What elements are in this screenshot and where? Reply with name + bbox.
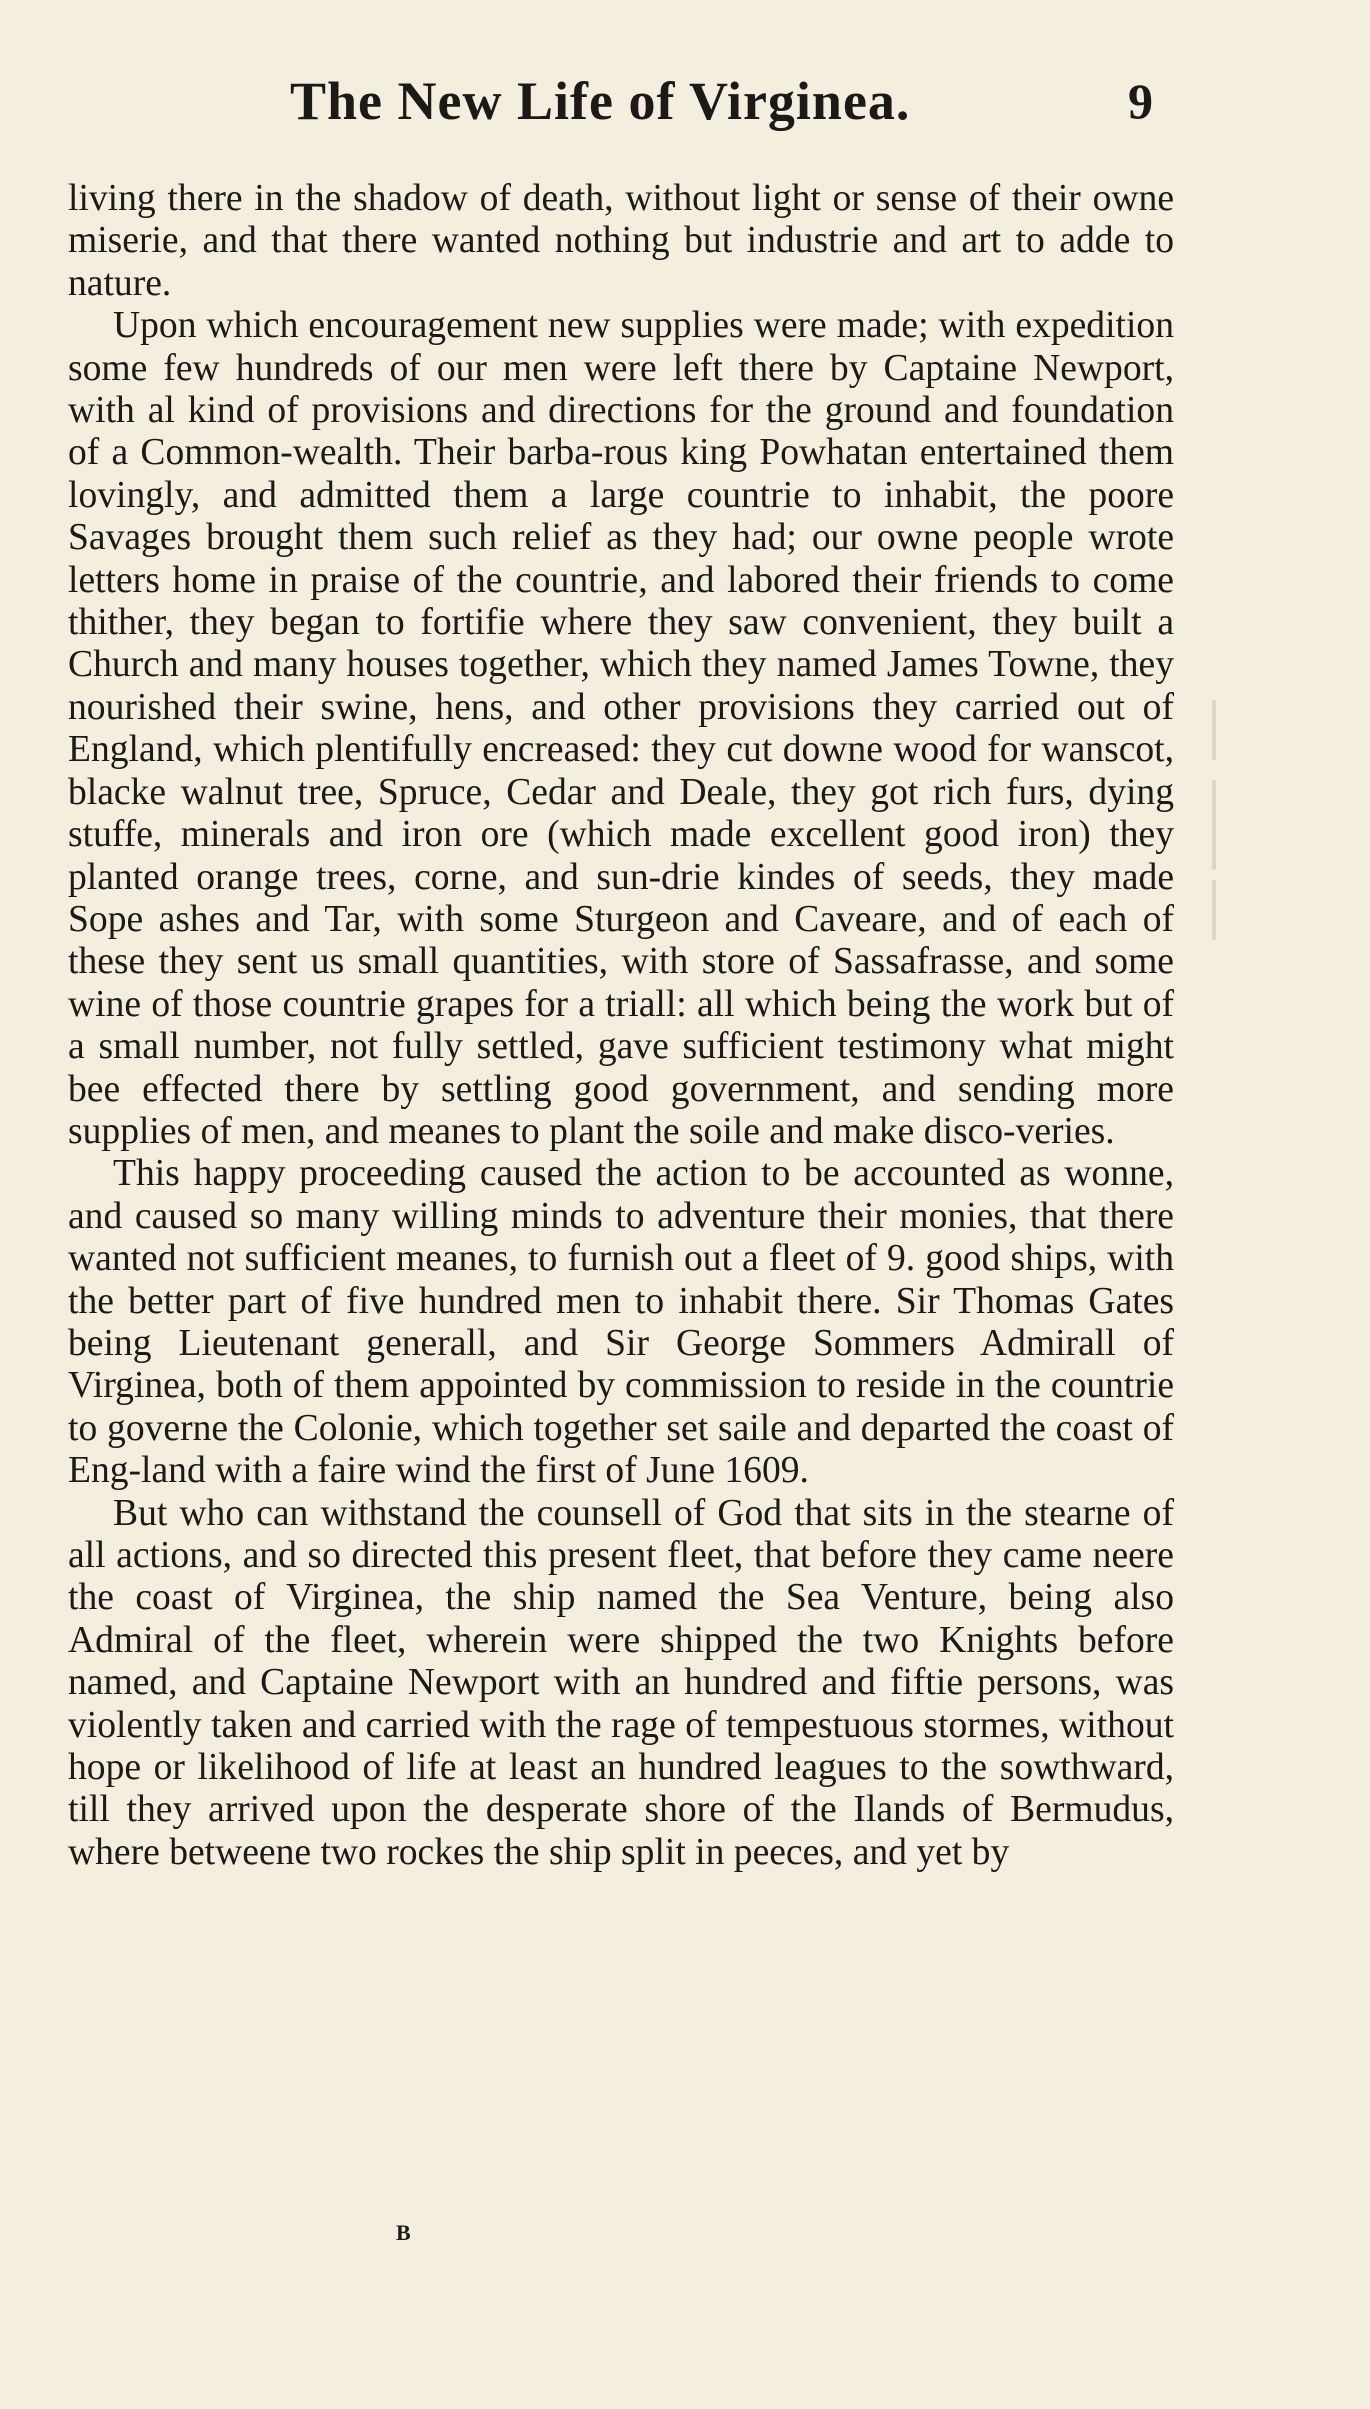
body-text	[68, 178, 1174, 1874]
paragraph: But who can withstand the counsell of God that sits in the stearne of all actions, and so directed this present fleet, that before they came neere the coast of Virginea, the ship named the Sea Venture, being also Admiral of the fleet, wherein were shipped the two Knights before named, and Captaine Newport with an hundred and fiftie persons, was violently taken and carried with the rage of tempestuous stormes, without hope or likelihood of life at least an hundred leagues to the sowthward, till they arrived upon the desperate shore of the Ilands of Bermudus, where betweene two rockes the ship split in peeces, and yet by	[68, 1492, 1174, 1873]
paragraph-continued: living there in the shadow of death, without light or sense of their owne miserie, and that there wanted nothing but industrie and art to adde to nature.	[68, 178, 1174, 304]
page-header	[0, 70, 1370, 160]
page-number: 9	[1128, 73, 1153, 129]
paragraph: This happy proceeding caused the action to be accounted as wonne, and caused so many willing minds to adventure their monies, that there wanted not sufficient meanes, to furnish out a fleet of 9. good ships, with the better part of five hundred men to inhabit there. Sir Thomas Gates being Lieutenant generall, and Sir George Sommers Admirall of Virginea, both of them appointed by commission to reside in the countrie to governe the Colonie, which together set saile and departed the coast of Eng-land with a faire wind the first of June 1609.	[68, 1153, 1174, 1492]
paper-edge-mark	[1212, 700, 1216, 760]
running-title: The New Life of Virginea.	[290, 71, 911, 131]
paragraph: Upon which encouragement new supplies were made; with expedition some few hundreds of our men were left there by Captaine Newport, with al kind of provisions and directions for the ground and foundation of a Common-wealth. Their barba-rous king Powhatan entertained them lovingly, and admitted them a large countrie to inhabit, the poore Savages brought them such relief as they had; our owne people wrote letters home in praise of the countrie, and labored their friends to come thither, they began to fortifie where they saw convenient, they built a Church and many houses together, which they named James Towne, they nourished their swine, hens, and other provisions they carried out of England, which plentifully encreased: they cut downe wood for wanscot, blacke walnut tree, Spruce, Cedar and Deale, they got rich furs, dying stuffe, minerals and iron ore (which made excellent good iron) they planted orange trees, corne, and sun-drie kindes of seeds, they made Sope ashes and Tar, with some Sturgeon and Caveare, and of each of these they sent us small quantities, with store of Sassafrasse, and some wine of those countrie grapes for a triall: all which being the work but of a small number, not fully settled, gave sufficient testimony what might bee effected there by settling good government, and sending more supplies of men, and meanes to plant the soile and make disco-veries.	[68, 305, 1174, 1152]
paper-edge-mark	[1212, 780, 1216, 870]
paper-edge-mark	[1212, 880, 1216, 940]
signature-mark: B	[396, 2220, 412, 2245]
